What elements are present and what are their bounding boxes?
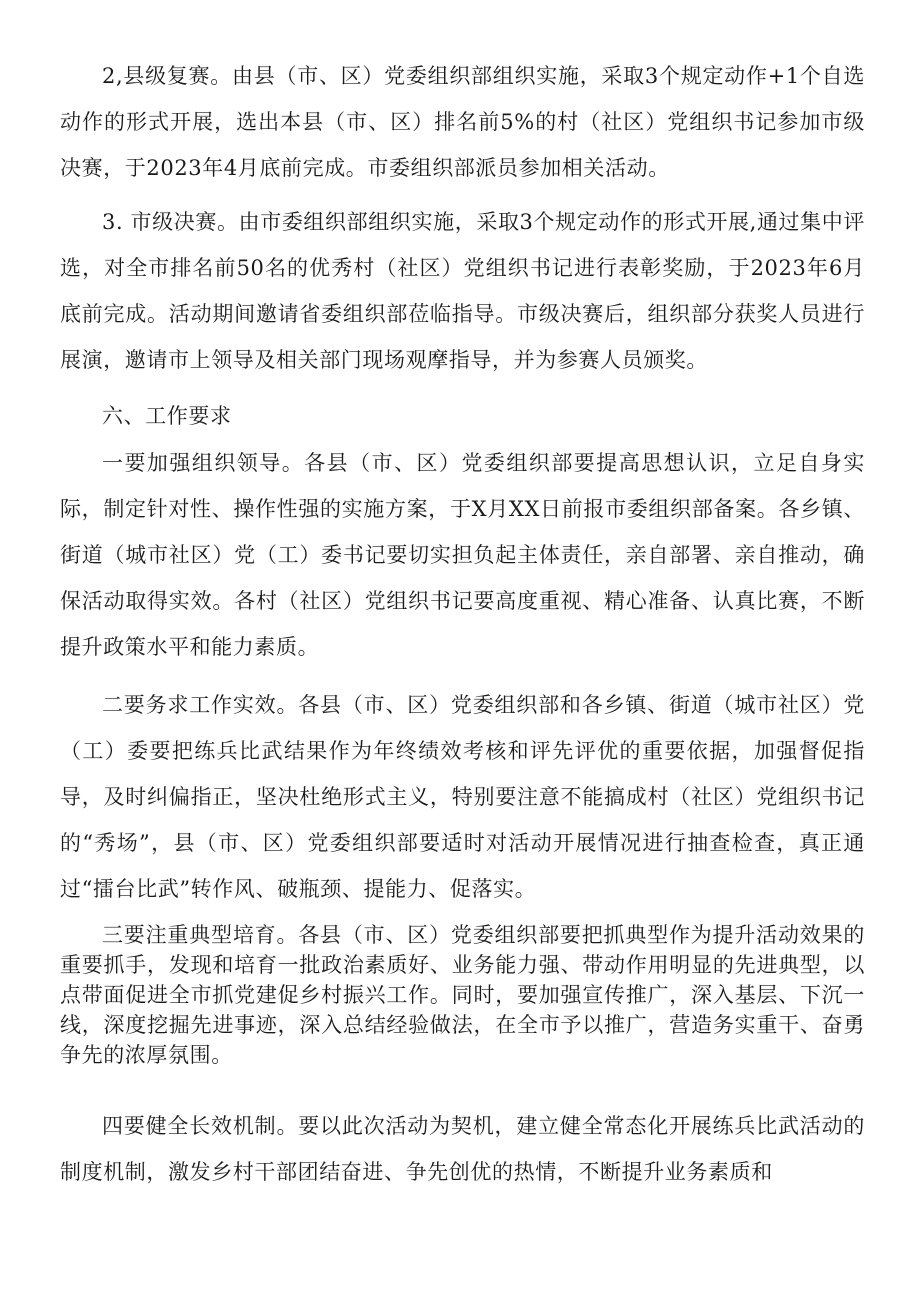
paragraph-model-cultivation: 三要注重典型培育。各县（市、区）党委组织部要把抓典型作为提升活动效果的重要抓手，发现和培育一批政治素质好、业务能力强、带动作用明显的先进典型，以点带面促进全市抓党建促乡村振兴工作。同时，要加强宣传推广，深入基层、下沉一线，深度挖掘先进事迹，深入总结经验做法，在全市予以推广，营造务实重干、奋勇争先的浓厚氛围。 [60, 923, 865, 1067]
paragraph-long-term-mechanism: 四要健全长效机制。要以此次活动为契机，建立健全常态化开展练兵比武活动的制度机制，激发乡村干部团结奋进、争先创优的热情，不断提升业务素质和 [60, 1114, 865, 1184]
section-heading-work-requirements: 六、工作要求 [102, 404, 232, 428]
paragraph-city-final: 3. 市级决赛。由市委组织部组织实施，采取3个规定动作的形式开展,通过集中评选，对全市排名前50名的优秀村（社区）党组织书记进行表彰奖励，于2023年6月底前完成。活动期间邀请省委组织部莅临指导。市级决赛后，组织部分获奖人员进行展演，邀请市上领导及相关部门现场观摩指导，并为参赛人员颁奖。 [60, 210, 865, 372]
paragraph-organizational-leadership: 一要加强组织领导。各县（市、区）党委组织部要提高思想认识，立足自身实际，制定针对性、操作性强的实施方案，于X月XX日前报市委组织部备案。各乡镇、街道（城市社区）党（工）委书记要切实担负起主体责任，亲自部署、亲自推动，确保活动取得实效。各村（社区）党组织书记要高度重视、精心准备、认真比赛，不断提升政策水平和能力素质。 [60, 451, 865, 659]
paragraph-work-effectiveness: 二要务求工作实效。各县（市、区）党委组织部和各乡镇、街道（城市社区）党（工）委要把练兵比武结果作为年终绩效考核和评先评优的重要依据，加强督促指导，及时纠偏指正，坚决杜绝形式主义，特别要注意不能搞成村（社区）党组织书记的“秀场”，县（市、区）党委组织部要适时对活动开展情况进行抽查检查，真正通过“擂台比武”转作风、破瓶颈、提能力、促落实。 [60, 693, 865, 901]
paragraph-county-semifinal: 2,县级复赛。由县（市、区）党委组织部组织实施，采取3个规定动作+1个自选动作的形式开展，选出本县（市、区）排名前5%的村（社区）党组织书记参加市级决赛，于2023年4月底前完成。市委组织部派员参加相关活动。 [60, 64, 865, 180]
